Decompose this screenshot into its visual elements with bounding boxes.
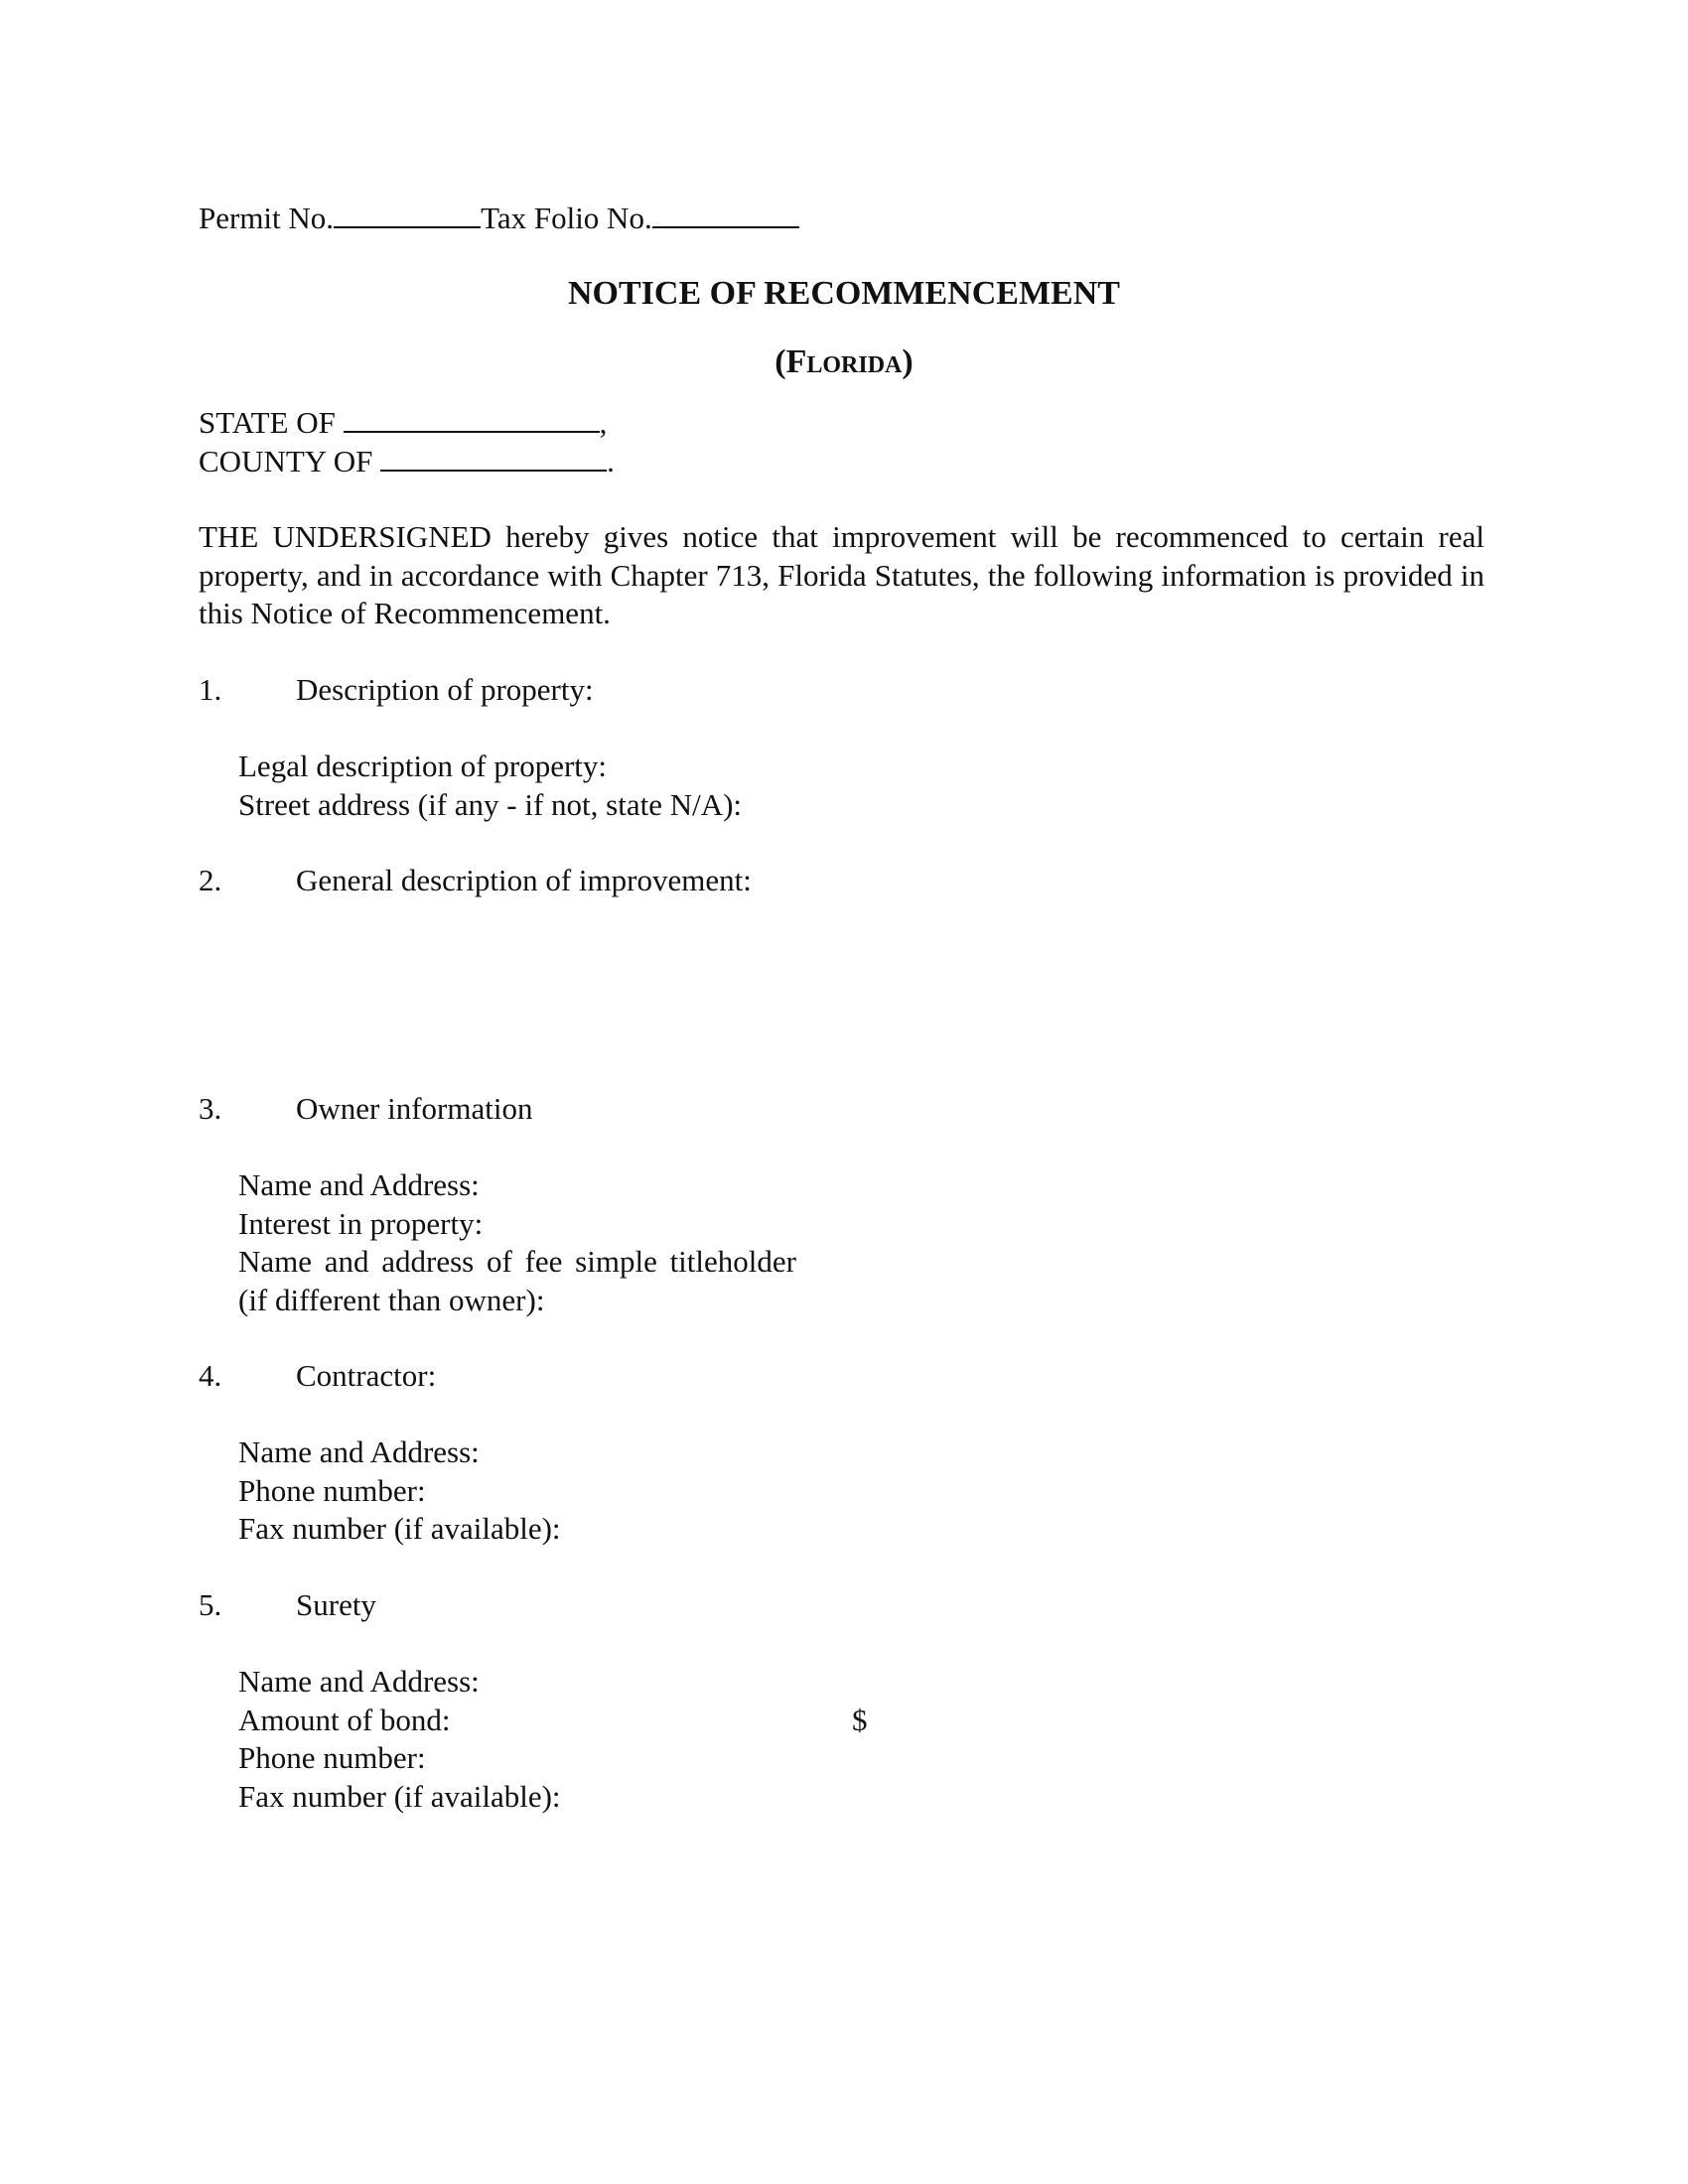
- surety-fields: [238, 1663, 561, 1816]
- permit-number-field[interactable]: [334, 199, 481, 228]
- county-period: .: [607, 444, 615, 478]
- section-number: 4.: [199, 1358, 222, 1393]
- interest-in-property-label: Interest in property:: [238, 1205, 484, 1241]
- property-fields: [238, 748, 742, 824]
- titleholder-label: Name and address of fee simple titleholder: [238, 1244, 796, 1279]
- state-label: STATE OF: [199, 405, 336, 440]
- surety-name-address-label: Name and Address:: [238, 1664, 480, 1699]
- subtitle-open-paren: (: [774, 343, 786, 380]
- state-comma: ,: [599, 405, 608, 440]
- header-line: [199, 199, 799, 238]
- tax-folio-number-field[interactable]: [652, 199, 799, 228]
- contractor-phone-label: Phone number:: [238, 1472, 426, 1508]
- intro-paragraph: THE UNDERSIGNED hereby gives notice that improvement will be recommenced to certain real property, and in accordance with Chapter 713, Florida Statutes, the following information is provided in this Notice of Recommencement.: [199, 519, 1484, 630]
- dollar-sign: $: [852, 1703, 868, 1737]
- section-heading-contractor: Contractor:: [296, 1358, 437, 1393]
- county-line: [199, 442, 615, 481]
- subtitle-close-paren: ): [902, 343, 914, 380]
- subtitle-state: Florida: [785, 343, 903, 380]
- section-heading-owner: Owner information: [296, 1091, 533, 1126]
- section-number: 1.: [199, 672, 222, 707]
- county-field[interactable]: [380, 442, 607, 472]
- street-address-label: Street address (if any - if not, state N/A):: [238, 786, 743, 822]
- county-label: COUNTY OF: [199, 444, 373, 478]
- contractor-name-address-label: Name and Address:: [238, 1434, 480, 1469]
- surety-phone-label: Phone number:: [238, 1740, 426, 1775]
- legal-description-label: Legal description of property:: [238, 749, 608, 783]
- section-number: 3.: [199, 1091, 222, 1126]
- section-number: 5.: [199, 1587, 222, 1622]
- section-heading-property: Description of property:: [296, 672, 594, 707]
- section-heading-surety: Surety: [296, 1587, 376, 1622]
- section-heading-improvement: General description of improvement:: [296, 863, 752, 897]
- owner-name-address-label: Name and Address:: [238, 1167, 480, 1202]
- contractor-fields: [238, 1433, 561, 1549]
- state-line: [199, 403, 607, 443]
- tax-folio-label: Tax Folio No.: [481, 201, 652, 235]
- section-number: 2.: [199, 863, 222, 897]
- bond-amount-label: Amount of bond:: [238, 1702, 451, 1737]
- permit-label: Permit No.: [199, 201, 335, 235]
- document-subtitle: [0, 343, 1688, 382]
- owner-fields: [238, 1166, 796, 1319]
- state-field[interactable]: [344, 403, 600, 433]
- contractor-fax-label: Fax number (if available):: [238, 1511, 561, 1546]
- document-title: NOTICE OF RECOMMENCEMENT: [568, 275, 1120, 312]
- surety-fax-label: Fax number (if available):: [238, 1778, 561, 1814]
- titleholder-note-label: (if different than owner):: [238, 1282, 545, 1317]
